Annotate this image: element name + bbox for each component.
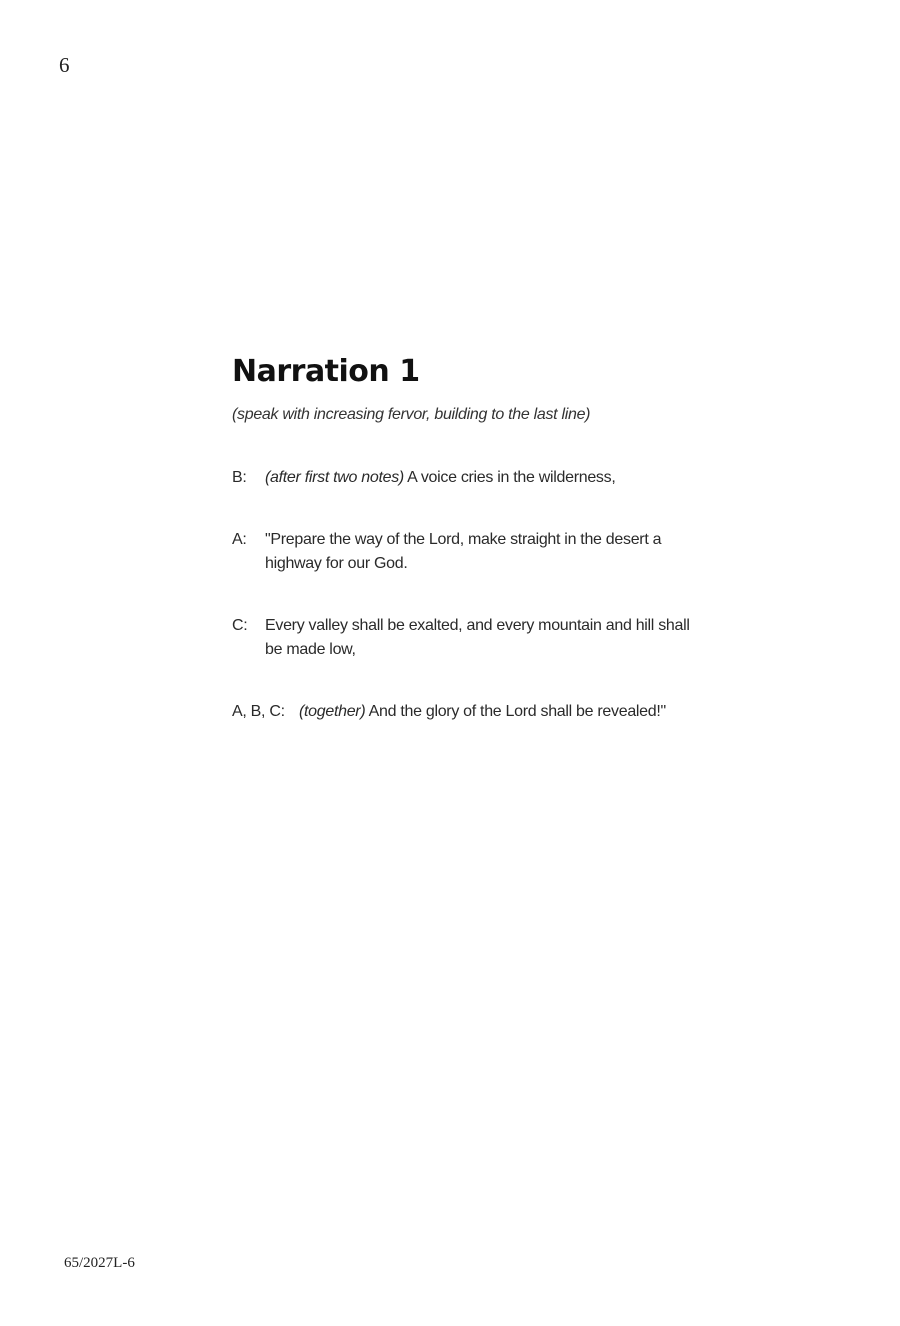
speaker-label: B: [232, 469, 247, 486]
script-line [232, 466, 692, 490]
script-line [232, 528, 692, 576]
page-number: 6 [59, 53, 70, 77]
line-text [299, 700, 692, 724]
stage-direction: (speak with increasing fervor, building to the last line) [232, 406, 591, 423]
footer-catalog-code: 65/2027L-6 [64, 1255, 135, 1271]
line-text [265, 466, 692, 490]
script-line [232, 700, 692, 724]
narration-title: Narration 1 [232, 354, 420, 389]
line-speech: "Prepare the way of the Lord, make straight in the desert a highway for our God. [265, 531, 662, 572]
line-stage-direction: (after first two notes) [265, 469, 404, 486]
speaker-label: A: [232, 531, 247, 548]
speaker-label: C: [232, 617, 248, 634]
speaker-label: A, B, C: [232, 703, 285, 720]
line-speech: A voice cries in the wilderness, [403, 469, 616, 486]
line-speech: Every valley shall be exalted, and every mountain and hill shall be made low, [265, 617, 690, 658]
line-speech: And the glory of the Lord shall be revealed!" [365, 703, 666, 720]
line-stage-direction: (together) [299, 703, 366, 720]
narration-section [232, 352, 692, 724]
script-line [232, 614, 692, 662]
